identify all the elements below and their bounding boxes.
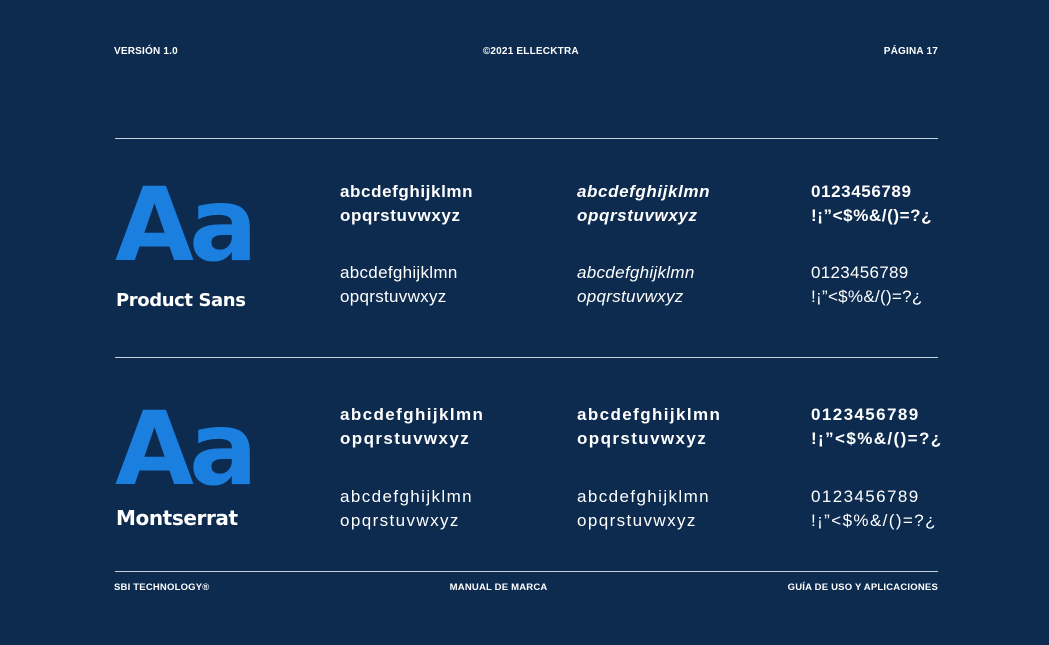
sample-line: opqrstuvwxyz bbox=[340, 429, 471, 448]
divider-bottom bbox=[115, 571, 938, 572]
sample-line: opqrstuvwxyz bbox=[340, 206, 461, 225]
page-header bbox=[114, 46, 938, 57]
italic-sample bbox=[577, 261, 695, 309]
regular-sample bbox=[340, 261, 458, 309]
company-label: SBI TECHNOLOGY® bbox=[114, 582, 210, 593]
sample-line: opqrstuvwxyz bbox=[340, 511, 460, 530]
font-name: Product Sans bbox=[116, 290, 246, 311]
bold-italic-sample bbox=[577, 180, 710, 228]
page-footer bbox=[114, 582, 938, 593]
regular-sample-2 bbox=[577, 485, 710, 533]
sample-line: 0123456789 bbox=[811, 182, 912, 201]
sample-line: opqrstuvwxyz bbox=[577, 206, 698, 225]
bold-numbers-sample bbox=[811, 403, 943, 451]
sample-line: abcdefghijklmn bbox=[577, 405, 722, 424]
page-number: PÁGINA 17 bbox=[883, 46, 938, 57]
sample-line: !¡”<$%&/()=?¿ bbox=[811, 511, 937, 530]
sample-line: 0123456789 bbox=[811, 487, 920, 506]
sample-line: abcdefghijklmn bbox=[577, 182, 711, 201]
sample-line: opqrstuvwxyz bbox=[577, 511, 697, 530]
version-label: VERSIÓN 1.0 bbox=[114, 46, 178, 57]
sample-line: !¡”<$%&/()=?¿ bbox=[811, 287, 923, 306]
copyright-label: ©2021 ELLECKTRA bbox=[482, 46, 579, 57]
regular-numbers-sample bbox=[811, 261, 923, 309]
font-block-montserrat bbox=[115, 390, 943, 550]
sample-line: !¡”<$%&/()=?¿ bbox=[811, 206, 933, 225]
bold-sample-2 bbox=[577, 403, 721, 451]
divider-top bbox=[115, 138, 938, 139]
bold-sample bbox=[340, 180, 473, 228]
document-title: MANUAL DE MARCA bbox=[449, 582, 548, 593]
font-block-product-sans bbox=[115, 166, 939, 326]
sample-line: 0123456789 bbox=[811, 263, 909, 282]
regular-sample bbox=[340, 485, 473, 533]
regular-numbers-sample bbox=[811, 485, 937, 533]
sample-line: abcdefghijklmn bbox=[340, 182, 474, 201]
divider-middle bbox=[115, 357, 938, 358]
sample-line: abcdefghijklmn bbox=[340, 405, 485, 424]
font-specimen: Aa bbox=[115, 166, 253, 285]
document-subtitle: GUÍA DE USO Y APLICACIONES bbox=[787, 582, 938, 593]
font-name: Montserrat bbox=[116, 506, 238, 530]
sample-line: opqrstuvwxyz bbox=[340, 287, 447, 306]
font-specimen: Aa bbox=[115, 390, 253, 509]
sample-line: abcdefghijklmn bbox=[577, 263, 695, 282]
bold-sample bbox=[340, 403, 484, 451]
sample-line: abcdefghijklmn bbox=[340, 487, 473, 506]
sample-line: abcdefghijklmn bbox=[340, 263, 458, 282]
sample-line: abcdefghijklmn bbox=[577, 487, 710, 506]
sample-line: !¡”<$%&/()=?¿ bbox=[811, 429, 943, 448]
sample-line: opqrstuvwxyz bbox=[577, 429, 708, 448]
bold-numbers-sample bbox=[811, 180, 932, 228]
sample-line: opqrstuvwxyz bbox=[577, 287, 684, 306]
sample-line: 0123456789 bbox=[811, 405, 920, 424]
